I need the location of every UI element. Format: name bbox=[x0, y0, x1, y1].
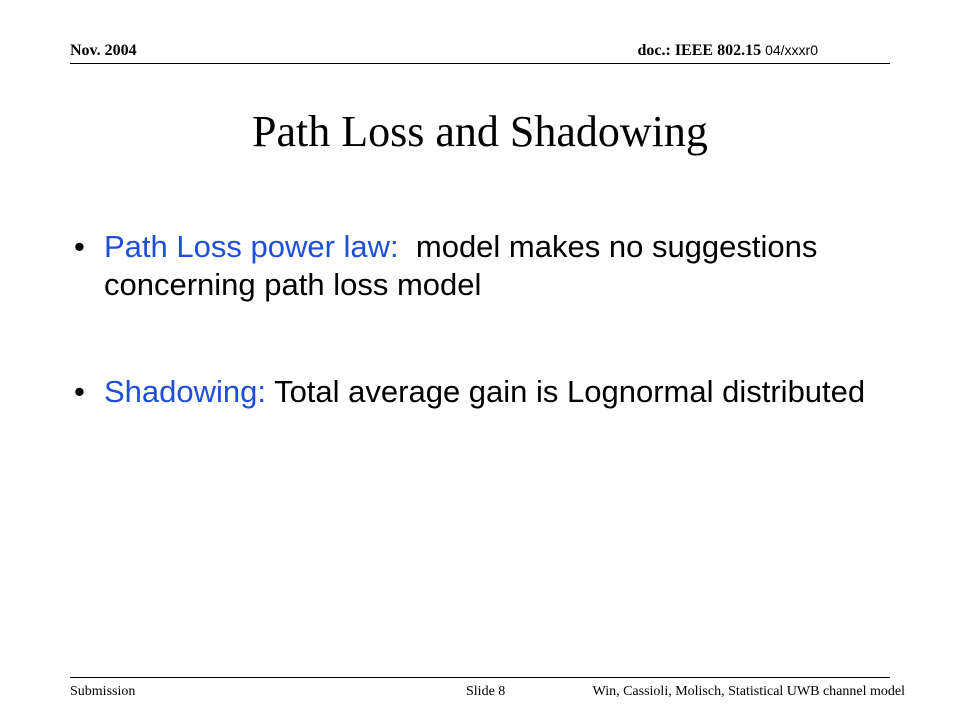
bullet-item-path-loss bbox=[74, 228, 874, 304]
header-divider bbox=[70, 63, 890, 64]
bullet-text: model makes no suggestions concerning path loss model bbox=[104, 229, 827, 302]
footer-authors: Win, Cassioli, Molisch, Statistical UWB channel model bbox=[592, 684, 905, 699]
bullet-item-shadowing bbox=[74, 373, 874, 411]
bullet-dot-icon: • bbox=[74, 229, 85, 264]
footer-submission: Submission bbox=[70, 684, 136, 699]
slide-title: Path Loss and Shadowing bbox=[252, 107, 708, 156]
header-doc-prefix: doc.: IEEE 802.15 bbox=[637, 42, 762, 59]
bullet-key-term: Shadowing: bbox=[104, 374, 267, 409]
header-doc-number: 04/xxxr0 bbox=[765, 42, 818, 58]
bullet-text: Total average gain is Lognormal distributed bbox=[266, 374, 866, 409]
bullet-list bbox=[74, 228, 874, 411]
header-date: Nov. 2004 bbox=[70, 42, 137, 59]
header-doc-id bbox=[638, 42, 819, 60]
bullet-key-term: Path Loss power law: bbox=[104, 229, 399, 264]
footer-divider bbox=[70, 677, 890, 678]
footer-slide-number: Slide 8 bbox=[466, 684, 506, 699]
bullet-dot-icon: • bbox=[74, 374, 85, 409]
